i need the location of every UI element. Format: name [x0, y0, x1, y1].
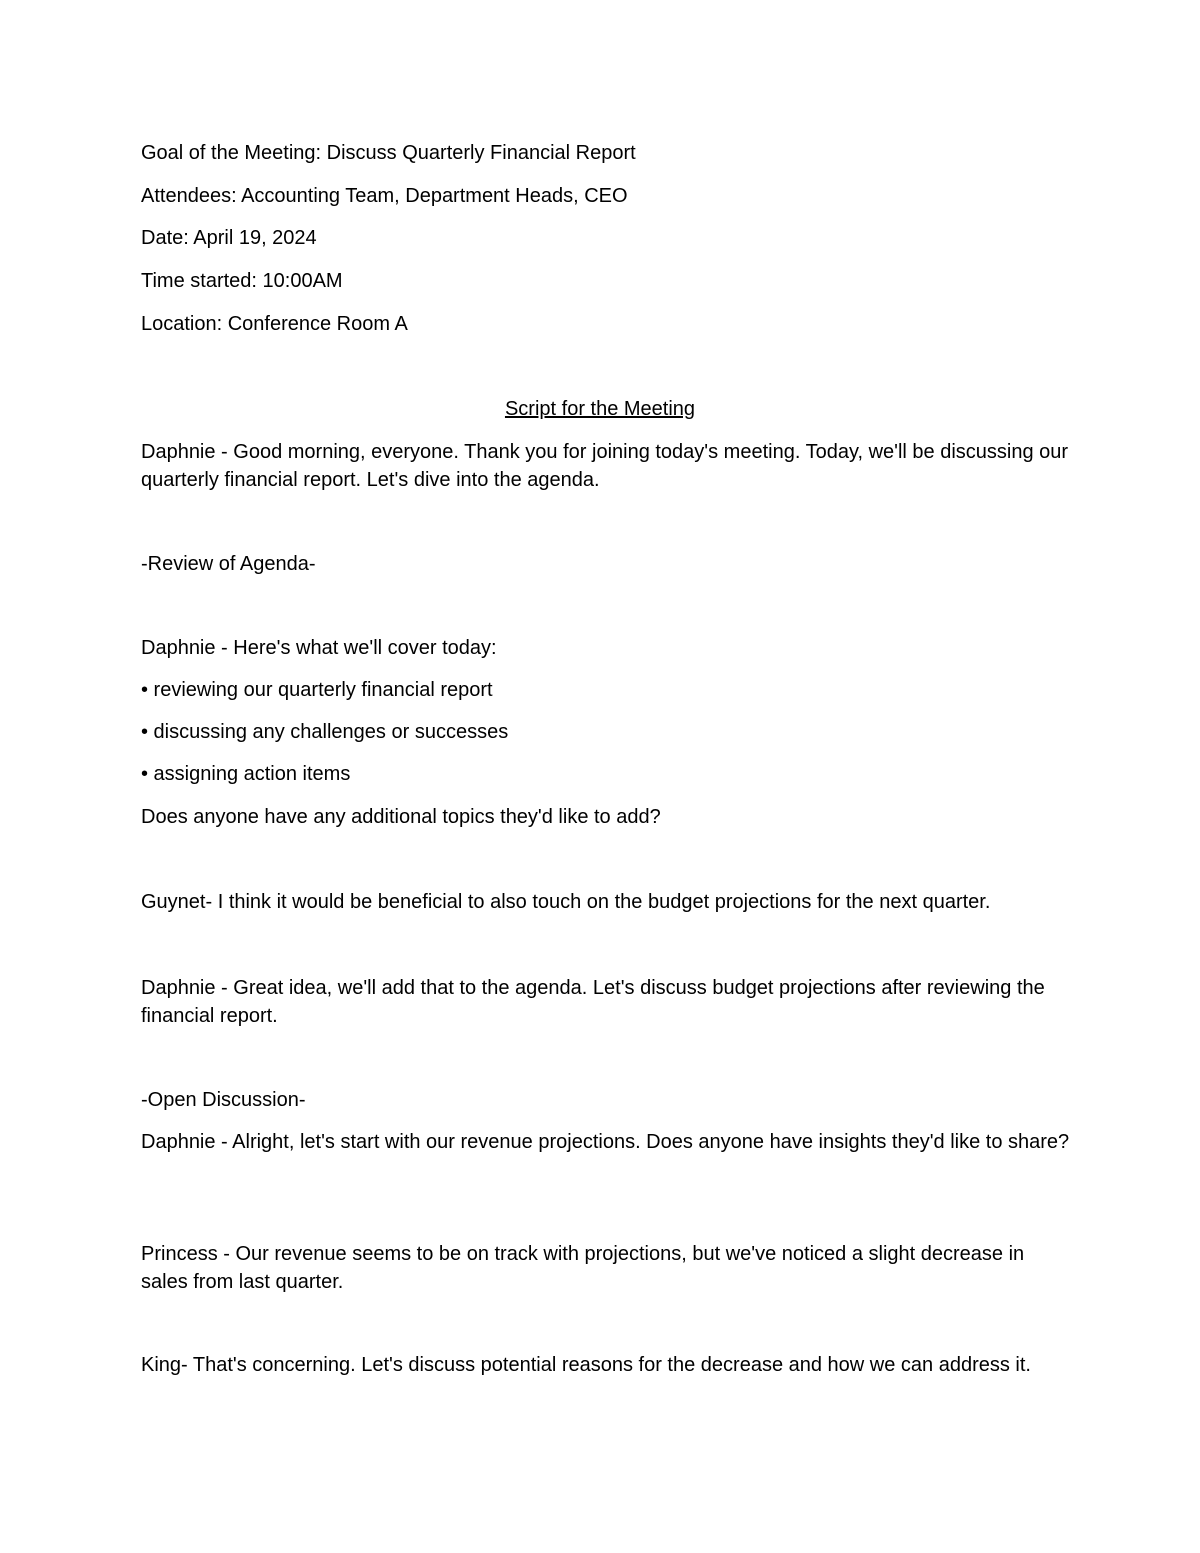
- meeting-attendees: Attendees: Accounting Team, Department Heads, CEO: [141, 185, 628, 207]
- agenda-item: • reviewing our quarterly financial report: [141, 679, 493, 701]
- review-agenda-heading: -Review of Agenda-: [141, 553, 316, 575]
- meeting-location: Location: Conference Room A: [141, 313, 408, 335]
- king-statement: King- That's concerning. Let's discuss potential reasons for the decrease and how we can address it.: [141, 1354, 1031, 1376]
- daphnie-great-idea: Daphnie - Great idea, we'll add that to the agenda. Let's discuss budget projections after reviewing the financial report.: [141, 977, 1045, 1027]
- opening-paragraph: Daphnie - Good morning, everyone. Thank you for joining today's meeting. Today, we'll be discussing our quarterly financial report. Let's dive into the agenda.: [141, 441, 1069, 491]
- agenda-item: • discussing any challenges or successes: [141, 721, 509, 743]
- meeting-time-started: Time started: 10:00AM: [141, 270, 343, 292]
- script-title: Script for the Meeting: [504, 398, 696, 420]
- meeting-date: Date: April 19, 2024: [141, 227, 317, 249]
- agenda-item: • assigning action items: [141, 763, 351, 785]
- meeting-goal: Goal of the Meeting: Discuss Quarterly Financial Report: [141, 142, 636, 164]
- guynet-statement: Guynet- I think it would be beneficial to also touch on the budget projections for the next quarter.: [141, 891, 991, 913]
- princess-statement: Princess - Our revenue seems to be on track with projections, but we've noticed a slight decrease in sales from last quarter.: [141, 1243, 1025, 1293]
- open-discussion-heading: -Open Discussion-: [141, 1089, 306, 1111]
- additional-topics-question: Does anyone have any additional topics they'd like to add?: [141, 806, 661, 828]
- cover-today-line: Daphnie - Here's what we'll cover today:: [141, 637, 497, 659]
- daphnie-revenue-question: Daphnie - Alright, let's start with our revenue projections. Does anyone have insights they'd like to share?: [141, 1131, 1070, 1153]
